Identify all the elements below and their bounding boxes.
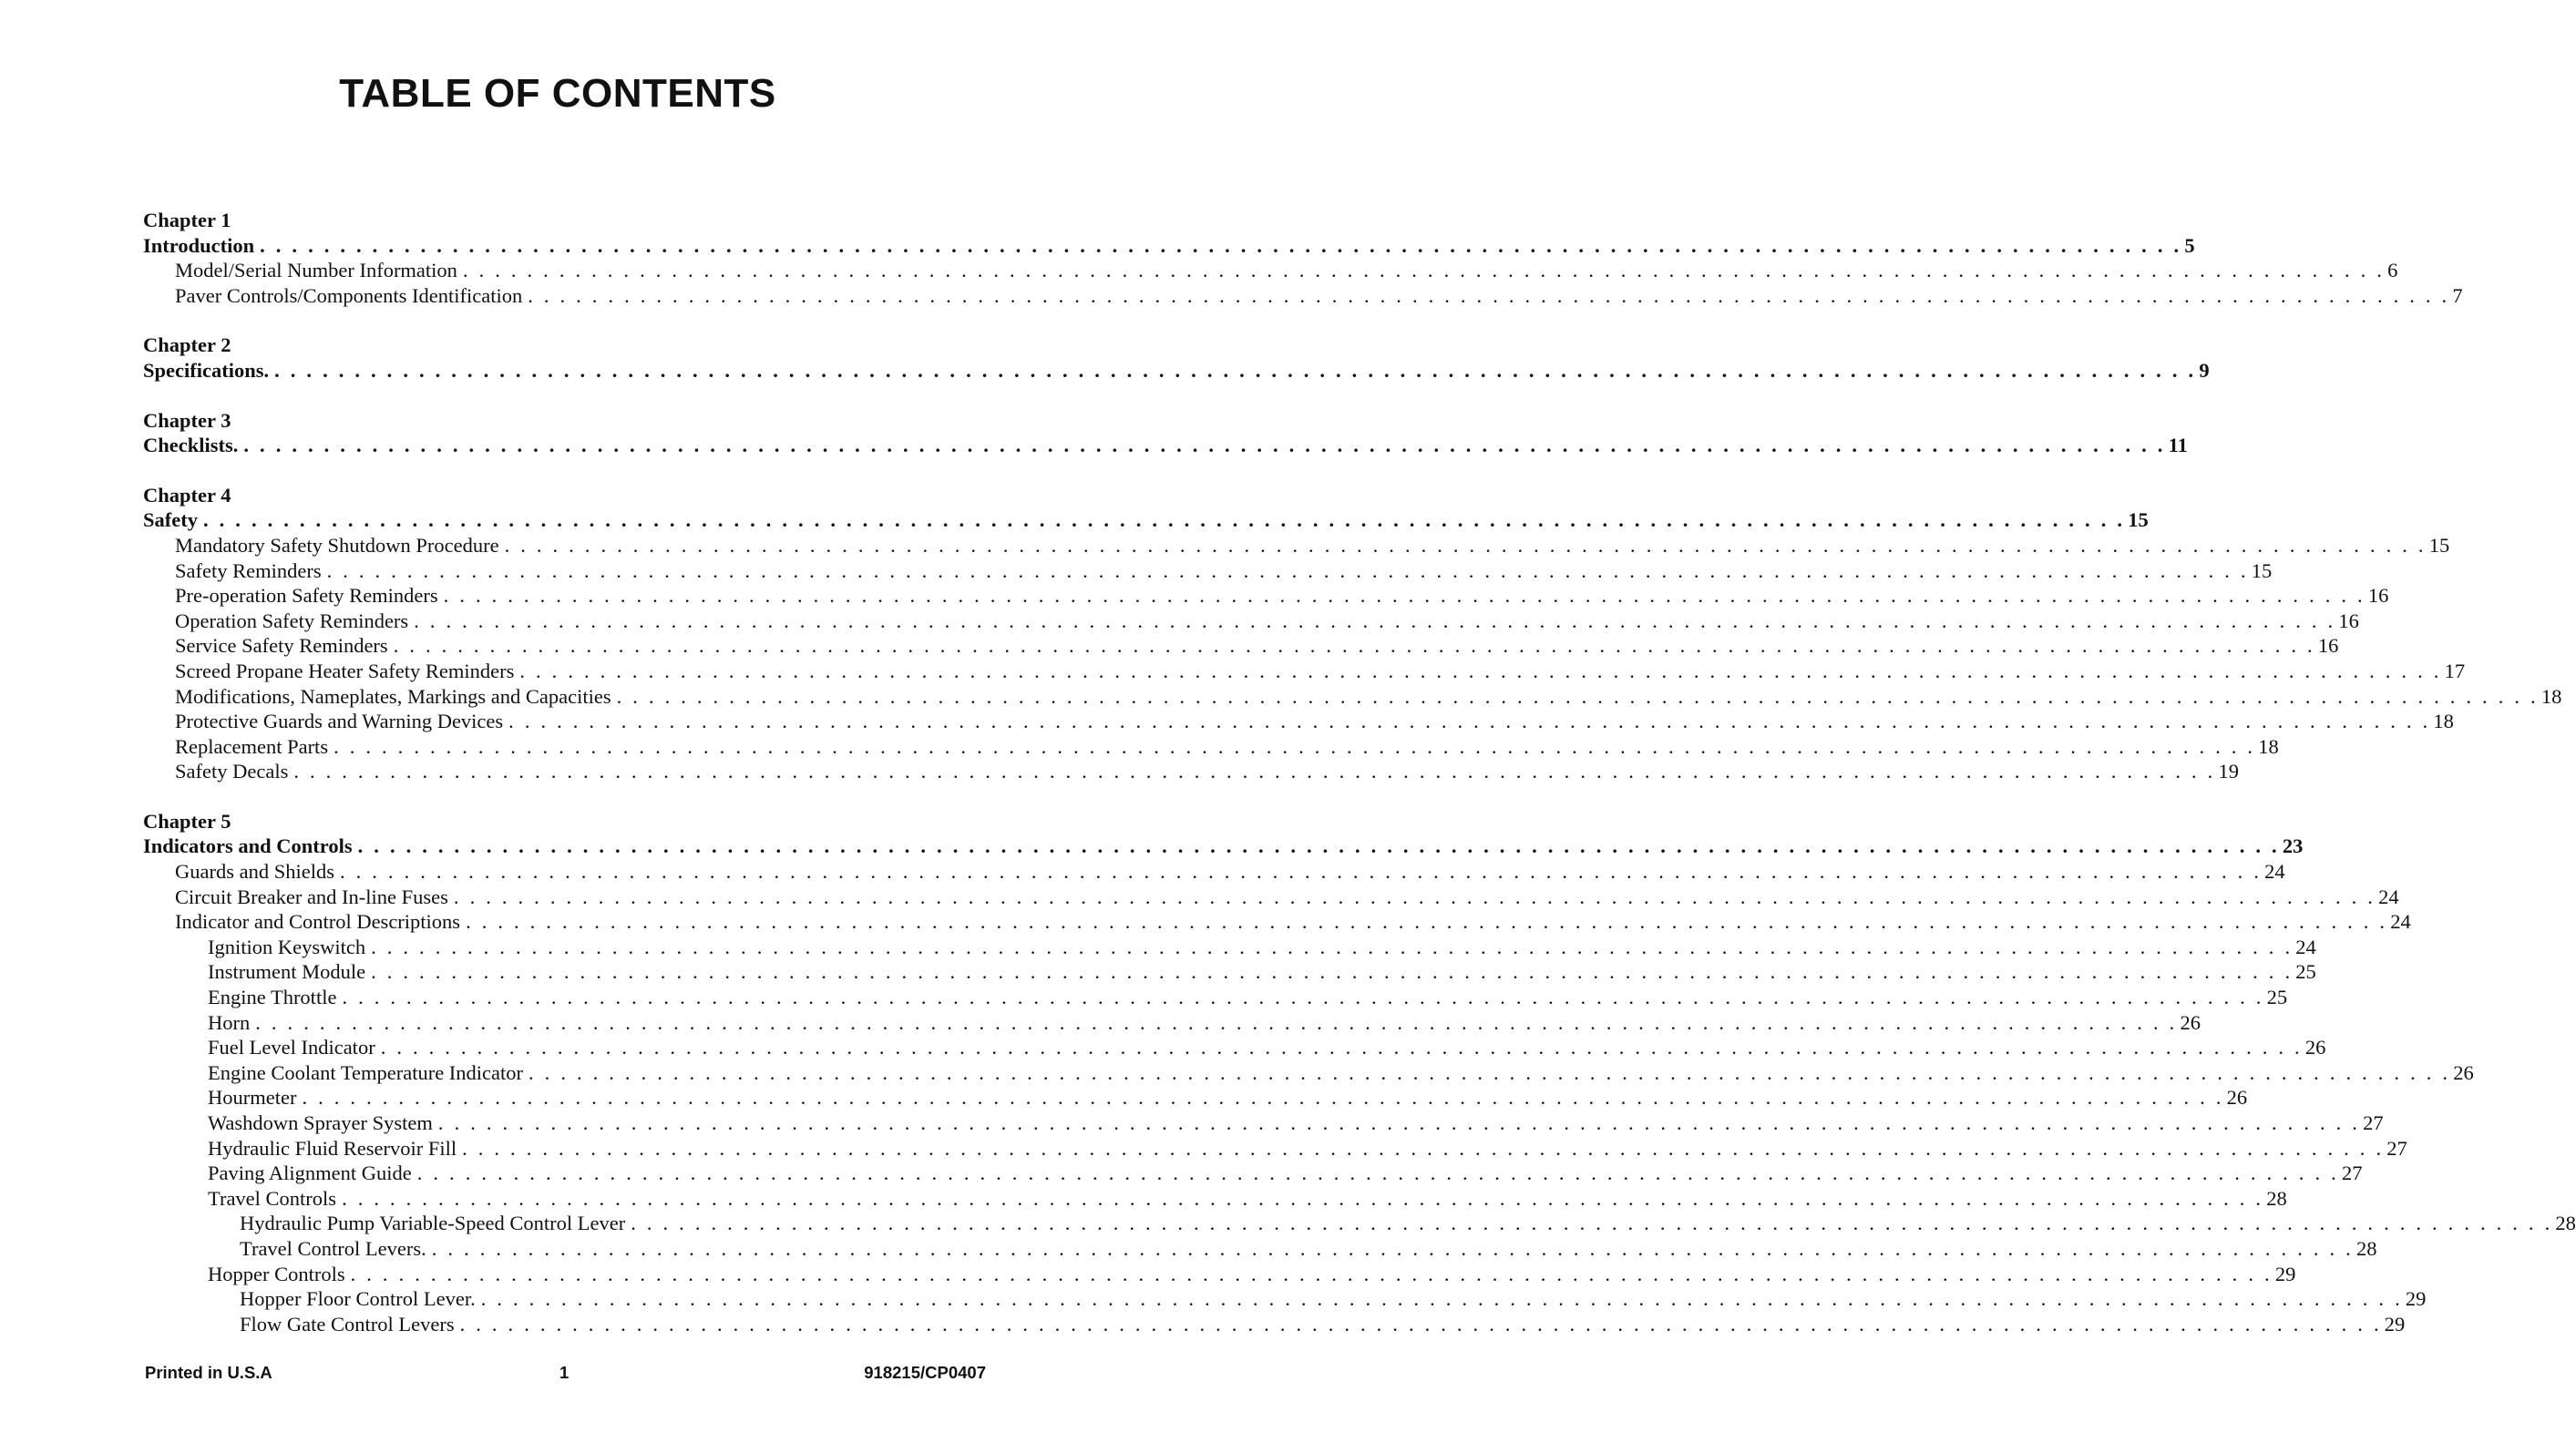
dot-leader: . . . . . . . . . . . . . . . . . . . . . . . . . . . . . . . . . . . . . . . . . . . . . . . . . . . . . . . . . . . . . . . . . . . . . . . . . . . . . . . . . . . . . . . . . . . . . . . . . . . . . . . . . . . . . . . . . . . . . . . . — [416, 1162, 2339, 1185]
toc-page-number: 16 — [2367, 584, 2389, 608]
toc-entry-title: Operation Safety Reminders — [175, 609, 409, 632]
toc-entry-title: Safety Decals — [175, 760, 289, 783]
toc-entry[interactable] — [143, 909, 2411, 935]
toc-entry[interactable] — [143, 1110, 2384, 1136]
toc-page-number: 24 — [2264, 860, 2285, 884]
toc-page-number: 16 — [2317, 634, 2339, 658]
toc-entry-title: Travel Controls — [208, 1186, 337, 1210]
toc-entry-title: Replacement Parts — [175, 734, 329, 758]
toc-chapter-entry[interactable] — [143, 433, 2188, 458]
chapter-block — [143, 483, 2562, 784]
toc-chapter-entry[interactable] — [143, 507, 2149, 533]
toc-entry-title: Hopper Floor Control Lever. — [240, 1287, 476, 1311]
toc-page-number: 7 — [2452, 283, 2463, 307]
toc-entry[interactable] — [143, 759, 2240, 784]
toc-page-number: 6 — [2387, 259, 2398, 282]
toc-chapter-entry[interactable] — [143, 233, 2195, 259]
dot-leader: . . . . . . . . . . . . . . . . . . . . . . . . . . . . . . . . . . . . . . . . . . . . . . . . . . . . . . . . . . . . . . . . . . . . . . . . . . . . . . . . . . . . . . . . . . . . . . . . . . . . . . . . . . . . . . . . . . . . . . . . — [350, 1262, 2273, 1285]
toc-page-number: 26 — [2180, 1010, 2201, 1034]
toc-entry-title: Guards and Shields — [175, 860, 334, 884]
toc-entry-title: Pre-operation Safety Reminders — [175, 584, 438, 608]
toc-chapter-entry[interactable] — [143, 834, 2304, 859]
toc-entry-title: Safety — [143, 508, 198, 532]
dot-leader: . . . . . . . . . . . . . . . . . . . . . . . . . . . . . . . . . . . . . . . . . . . . . . . . . . . . . . . . . . . . . . . . . . . . . . . . . . . . . . . . . . . . . . . . . . . . . . . . . . . . . . . . . . . . . . . . . . . . . . . . — [431, 1236, 2354, 1260]
dot-leader: . . . . . . . . . . . . . . . . . . . . . . . . . . . . . . . . . . . . . . . . . . . . . . . . . . . . . . . . . . . . . . . . . . . . . . . . . . . . . . . . . . . . . . . . . . . . . . . . . . . . . . . . . . . . . . . . . . . . . . . . — [453, 885, 2376, 908]
toc-entry-title: Modifications, Nameplates, Markings and Capacities — [175, 684, 611, 708]
toc-entry[interactable] — [143, 985, 2288, 1010]
dot-leader: . . . . . . . . . . . . . . . . . . . . . . . . . . . . . . . . . . . . . . . . . . . . . . . . . . . . . . . . . . . . . . . . . . . . . . . . . . . . . . . . . . . . . . . . . . . . . . . . . . . . . . . . . . . . . . . . . . . . . . . . — [260, 233, 2182, 257]
toc-entry-title: Indicator and Control Descriptions — [175, 910, 461, 934]
toc-entry-title: Fuel Level Indicator — [208, 1036, 375, 1059]
toc-page-number: 29 — [2405, 1287, 2427, 1311]
toc-page-number: 15 — [2428, 533, 2450, 557]
dot-leader: . . . . . . . . . . . . . . . . . . . . . . . . . . . . . . . . . . . . . . . . . . . . . . . . . . . . . . . . . . . . . . . . . . . . . . . . . . . . . . . . . . . . . . . . . . . . . . . . . . . . . . . . . . . . . . . . . . . . . . . . — [414, 609, 2336, 632]
dot-leader: . . . . . . . . . . . . . . . . . . . . . . . . . . . . . . . . . . . . . . . . . . . . . . . . . . . . . . . . . . . . . . . . . . . . . . . . . . . . . . . . . . . . . . . . . . . . . . . . . . . . . . . . . . . . . . . . . . . . . . . . — [357, 834, 2280, 858]
toc-entry[interactable] — [143, 1312, 2406, 1337]
toc-page-number: 16 — [2338, 609, 2359, 632]
toc-page-number: 26 — [2304, 1036, 2326, 1059]
toc-entry[interactable] — [143, 609, 2359, 634]
dot-leader: . . . . . . . . . . . . . . . . . . . . . . . . . . . . . . . . . . . . . . . . . . . . . . . . . . . . . . . . . . . . . . . . . . . . . . . . . . . . . . . . . . . . . . . . . . . . . . . . . . . . . . . . . . . . . . . . . . . . . . . . — [519, 659, 2442, 682]
footer-document-code: 918215/CP0407 — [864, 1363, 986, 1382]
dot-leader: . . . . . . . . . . . . . . . . . . . . . . . . . . . . . . . . . . . . . . . . . . . . . . . . . . . . . . . . . . . . . . . . . . . . . . . . . . . . . . . . . . . . . . . . . . . . . . . . . . . . . . . . . . . . . . . . . . . . . . . . — [529, 1060, 2451, 1084]
toc-entry-title: Indicators and Controls — [143, 834, 353, 858]
toc-page-number: 18 — [2433, 710, 2454, 733]
chapter-block — [143, 408, 2188, 458]
dot-leader: . . . . . . . . . . . . . . . . . . . . . . . . . . . . . . . . . . . . . . . . . . . . . . . . . . . . . . . . . . . . . . . . . . . . . . . . . . . . . . . . . . . . . . . . . . . . . . . . . . . . . . . . . . . . . . . . . . . . . . . . — [480, 1287, 2403, 1311]
toc-entry-title: Flow Gate Control Levers — [240, 1312, 455, 1336]
toc-entry-title: Hydraulic Fluid Reservoir Fill — [208, 1136, 457, 1160]
toc-entry[interactable] — [143, 633, 2339, 659]
toc-entry[interactable] — [143, 1136, 2407, 1162]
toc-page-number: 9 — [2199, 358, 2210, 382]
dot-leader: . . . . . . . . . . . . . . . . . . . . . . . . . . . . . . . . . . . . . . . . . . . . . . . . . . . . . . . . . . . . . . . . . . . . . . . . . . . . . . . . . . . . . . . . . . . . . . . . . . . . . . . . . . . . . . . . . . . . . . . . — [255, 1010, 2178, 1034]
toc-page-number: 27 — [2341, 1162, 2363, 1185]
toc-entry-title: Screed Propane Heater Safety Reminders — [175, 659, 515, 682]
dot-leader: . . . . . . . . . . . . . . . . . . . . . . . . . . . . . . . . . . . . . . . . . . . . . . . . . . . . . . . . . . . . . . . . . . . . . . . . . . . . . . . . . . . . . . . . . . . . . . . . . . . . . . . . . . . . . . . . . . . . . . . . — [504, 533, 2427, 557]
toc-entry-title: Hourmeter — [208, 1086, 297, 1110]
toc-entry-title: Ignition Keyswitch — [208, 935, 366, 958]
toc-chapter-entry[interactable] — [143, 358, 2210, 384]
toc-entry-title: Travel Control Levers. — [240, 1236, 426, 1260]
toc-page-number: 24 — [2390, 910, 2411, 934]
toc-entry-title: Horn — [208, 1010, 251, 1034]
toc-page-number: 15 — [2128, 508, 2149, 532]
dot-leader: . . . . . . . . . . . . . . . . . . . . . . . . . . . . . . . . . . . . . . . . . . . . . . . . . . . . . . . . . . . . . . . . . . . . . . . . . . . . . . . . . . . . . . . . . . . . . . . . . . . . . . . . . . . . . . . . . . . . . . . . — [462, 259, 2386, 282]
toc-entry[interactable] — [143, 859, 2285, 885]
toc-entry[interactable] — [143, 1211, 2576, 1236]
toc-entry[interactable] — [143, 1286, 2427, 1312]
toc-entry[interactable] — [143, 1186, 2287, 1212]
chapter-label: Chapter 5 — [143, 809, 231, 833]
toc-entry-title: Paving Alignment Guide — [208, 1162, 412, 1185]
toc-entry[interactable] — [143, 1035, 2326, 1060]
toc-page-number: 28 — [2266, 1186, 2287, 1210]
toc-page-number: 19 — [2218, 760, 2240, 783]
toc-entry[interactable] — [143, 1085, 2248, 1110]
chapter-label: Chapter 4 — [143, 483, 231, 507]
toc-page-number: 27 — [2386, 1136, 2407, 1160]
toc-entry[interactable] — [143, 885, 2399, 910]
toc-page-number: 26 — [2453, 1060, 2474, 1084]
toc-page-number: 18 — [2540, 684, 2562, 708]
dot-leader: . . . . . . . . . . . . . . . . . . . . . . . . . . . . . . . . . . . . . . . . . . . . . . . . . . . . . . . . . . . . . . . . . . . . . . . . . . . . . . . . . . . . . . . . . . . . . . . . . . . . . . . . . . . . . . . . . . . . . . . . — [380, 1036, 2303, 1059]
dot-leader: . . . . . . . . . . . . . . . . . . . . . . . . . . . . . . . . . . . . . . . . . . . . . . . . . . . . . . . . . . . . . . . . . . . . . . . . . . . . . . . . . . . . . . . . . . . . . . . . . . . . . . . . . . . . . . . . . . . . . . . . — [459, 1312, 2382, 1336]
toc-entry-title: Service Safety Reminders — [175, 634, 388, 658]
chapter-label: Chapter 3 — [143, 408, 231, 432]
toc-entry-title: Hydraulic Pump Variable-Speed Control Lever — [240, 1212, 626, 1235]
dot-leader: . . . . . . . . . . . . . . . . . . . . . . . . . . . . . . . . . . . . . . . . . . . . . . . . . . . . . . . . . . . . . . . . . . . . . . . . . . . . . . . . . . . . . . . . . . . . . . . . . . . . . . . . . . . . . . . . . . . . . . . . — [243, 434, 2166, 457]
toc-entry[interactable] — [143, 1262, 2296, 1287]
toc-entry[interactable] — [143, 659, 2466, 684]
toc-page-number: 29 — [2274, 1262, 2296, 1285]
toc-page-number: 27 — [2363, 1111, 2384, 1134]
toc-entry[interactable] — [143, 558, 2273, 584]
toc-page-number: 11 — [2168, 434, 2188, 457]
dot-leader: . . . . . . . . . . . . . . . . . . . . . . . . . . . . . . . . . . . . . . . . . . . . . . . . . . . . . . . . . . . . . . . . . . . . . . . . . . . . . . . . . . . . . . . . . . . . . . . . . . . . . . . . . . . . . . . . . . . . . . . . — [342, 1186, 2264, 1210]
chapter-block — [143, 333, 2210, 383]
toc-entry[interactable] — [143, 1010, 2201, 1036]
dot-leader: . . . . . . . . . . . . . . . . . . . . . . . . . . . . . . . . . . . . . . . . . . . . . . . . . . . . . . . . . . . . . . . . . . . . . . . . . . . . . . . . . . . . . . . . . . . . . . . . . . . . . . . . . . . . . . . . . . . . . . . . — [616, 684, 2539, 708]
toc-entry[interactable] — [143, 684, 2562, 710]
dot-leader: . . . . . . . . . . . . . . . . . . . . . . . . . . . . . . . . . . . . . . . . . . . . . . . . . . . . . . . . . . . . . . . . . . . . . . . . . . . . . . . . . . . . . . . . . . . . . . . . . . . . . . . . . . . . . . . . . . . . . . . . — [293, 760, 2216, 783]
toc-entry-title: Paver Controls/Components Identification — [175, 283, 523, 307]
toc-entry-title: Introduction — [143, 233, 255, 257]
footer-printed-in: Printed in U.S.A — [145, 1363, 272, 1382]
dot-leader: . . . . . . . . . . . . . . . . . . . . . . . . . . . . . . . . . . . . . . . . . . . . . . . . . . . . . . . . . . . . . . . . . . . . . . . . . . . . . . . . . . . . . . . . . . . . . . . . . . . . . . . . . . . . . . . . . . . . . . . . — [274, 358, 2197, 382]
dot-leader: . . . . . . . . . . . . . . . . . . . . . . . . . . . . . . . . . . . . . . . . . . . . . . . . . . . . . . . . . . . . . . . . . . . . . . . . . . . . . . . . . . . . . . . . . . . . . . . . . . . . . . . . . . . . . . . . . . . . . . . . — [508, 710, 2431, 733]
dot-leader: . . . . . . . . . . . . . . . . . . . . . . . . . . . . . . . . . . . . . . . . . . . . . . . . . . . . . . . . . . . . . . . . . . . . . . . . . . . . . . . . . . . . . . . . . . . . . . . . . . . . . . . . . . . . . . . . . . . . . . . . — [342, 986, 2264, 1009]
toc-entry-title: Instrument Module — [208, 960, 366, 984]
page-footer — [0, 1363, 1115, 1387]
dot-leader: . . . . . . . . . . . . . . . . . . . . . . . . . . . . . . . . . . . . . . . . . . . . . . . . . . . . . . . . . . . . . . . . . . . . . . . . . . . . . . . . . . . . . . . . . . . . . . . . . . . . . . . . . . . . . . . . . . . . . . . . — [371, 935, 2294, 958]
toc-page-number: 15 — [2251, 558, 2273, 582]
dot-leader: . . . . . . . . . . . . . . . . . . . . . . . . . . . . . . . . . . . . . . . . . . . . . . . . . . . . . . . . . . . . . . . . . . . . . . . . . . . . . . . . . . . . . . . . . . . . . . . . . . . . . . . . . . . . . . . . . . . . . . . . — [339, 860, 2263, 884]
toc-entry[interactable] — [143, 583, 2389, 609]
toc-entry-title: Mandatory Safety Shutdown Procedure — [175, 533, 499, 557]
toc-entry-title: Engine Coolant Temperature Indicator — [208, 1060, 524, 1084]
toc-entry-title: Engine Throttle — [208, 986, 337, 1009]
dot-leader: . . . . . . . . . . . . . . . . . . . . . . . . . . . . . . . . . . . . . . . . . . . . . . . . . . . . . . . . . . . . . . . . . . . . . . . . . . . . . . . . . . . . . . . . . . . . . . . . . . . . . . . . . . . . . . . . . . . . . . . . — [326, 558, 2249, 582]
toc-entry[interactable] — [143, 1161, 2363, 1186]
toc-entry[interactable] — [143, 283, 2463, 309]
page-title: TABLE OF CONTENTS — [339, 71, 776, 116]
footer-page-number: 1 — [559, 1363, 570, 1382]
table-of-contents — [143, 208, 2576, 1361]
dot-leader: . . . . . . . . . . . . . . . . . . . . . . . . . . . . . . . . . . . . . . . . . . . . . . . . . . . . . . . . . . . . . . . . . . . . . . . . . . . . . . . . . . . . . . . . . . . . . . . . . . . . . . . . . . . . . . . . . . . . . . . . — [631, 1212, 2553, 1235]
toc-entry[interactable] — [143, 959, 2316, 985]
toc-page-number: 5 — [2184, 233, 2195, 257]
toc-entry[interactable] — [143, 709, 2454, 734]
toc-entry[interactable] — [143, 1060, 2474, 1086]
toc-entry-title: Checklists. — [143, 434, 239, 457]
toc-entry-title: Hopper Controls — [208, 1262, 345, 1285]
dot-leader: . . . . . . . . . . . . . . . . . . . . . . . . . . . . . . . . . . . . . . . . . . . . . . . . . . . . . . . . . . . . . . . . . . . . . . . . . . . . . . . . . . . . . . . . . . . . . . . . . . . . . . . . . . . . . . . . . . . . . . . . — [443, 584, 2366, 608]
toc-page-number: 24 — [2295, 935, 2316, 958]
toc-entry[interactable] — [143, 533, 2450, 558]
dot-leader: . . . . . . . . . . . . . . . . . . . . . . . . . . . . . . . . . . . . . . . . . . . . . . . . . . . . . . . . . . . . . . . . . . . . . . . . . . . . . . . . . . . . . . . . . . . . . . . . . . . . . . . . . . . . . . . . . . . . . . . . — [371, 960, 2294, 984]
toc-page-number: 29 — [2384, 1312, 2406, 1336]
toc-page-number: 23 — [2282, 834, 2304, 858]
dot-leader: . . . . . . . . . . . . . . . . . . . . . . . . . . . . . . . . . . . . . . . . . . . . . . . . . . . . . . . . . . . . . . . . . . . . . . . . . . . . . . . . . . . . . . . . . . . . . . . . . . . . . . . . . . . . . . . . . . . . . . . . — [528, 283, 2450, 307]
toc-page-number: 24 — [2378, 885, 2399, 908]
toc-page-number: 28 — [2555, 1212, 2576, 1235]
toc-page-number: 25 — [2295, 960, 2316, 984]
toc-entry-title: Model/Serial Number Information — [175, 259, 457, 282]
toc-entry[interactable] — [143, 734, 2279, 760]
toc-entry-title: Safety Reminders — [175, 558, 322, 582]
dot-leader: . . . . . . . . . . . . . . . . . . . . . . . . . . . . . . . . . . . . . . . . . . . . . . . . . . . . . . . . . . . . . . . . . . . . . . . . . . . . . . . . . . . . . . . . . . . . . . . . . . . . . . . . . . . . . . . . . . . . . . . . — [302, 1086, 2224, 1110]
toc-entry[interactable] — [143, 935, 2316, 960]
chapter-block — [143, 208, 2463, 308]
chapter-label: Chapter 1 — [143, 209, 231, 231]
chapter-block — [143, 809, 2576, 1336]
dot-leader: . . . . . . . . . . . . . . . . . . . . . . . . . . . . . . . . . . . . . . . . . . . . . . . . . . . . . . . . . . . . . . . . . . . . . . . . . . . . . . . . . . . . . . . . . . . . . . . . . . . . . . . . . . . . . . . . . . . . . . . . — [466, 910, 2388, 934]
toc-page-number: 18 — [2258, 734, 2279, 758]
chapter-label: Chapter 2 — [143, 333, 231, 357]
toc-page-number: 25 — [2266, 986, 2288, 1009]
toc-entry-title: Circuit Breaker and In-line Fuses — [175, 885, 448, 908]
toc-page-number: 28 — [2355, 1236, 2377, 1260]
toc-entry[interactable] — [143, 258, 2398, 283]
toc-entry-title: Protective Guards and Warning Devices — [175, 710, 504, 733]
dot-leader: . . . . . . . . . . . . . . . . . . . . . . . . . . . . . . . . . . . . . . . . . . . . . . . . . . . . . . . . . . . . . . . . . . . . . . . . . . . . . . . . . . . . . . . . . . . . . . . . . . . . . . . . . . . . . . . . . . . . . . . . — [437, 1111, 2361, 1134]
dot-leader: . . . . . . . . . . . . . . . . . . . . . . . . . . . . . . . . . . . . . . . . . . . . . . . . . . . . . . . . . . . . . . . . . . . . . . . . . . . . . . . . . . . . . . . . . . . . . . . . . . . . . . . . . . . . . . . . . . . . . . . . — [334, 734, 2256, 758]
dot-leader: . . . . . . . . . . . . . . . . . . . . . . . . . . . . . . . . . . . . . . . . . . . . . . . . . . . . . . . . . . . . . . . . . . . . . . . . . . . . . . . . . . . . . . . . . . . . . . . . . . . . . . . . . . . . . . . . . . . . . . . . — [393, 634, 2315, 658]
toc-page-number: 26 — [2226, 1086, 2248, 1110]
dot-leader: . . . . . . . . . . . . . . . . . . . . . . . . . . . . . . . . . . . . . . . . . . . . . . . . . . . . . . . . . . . . . . . . . . . . . . . . . . . . . . . . . . . . . . . . . . . . . . . . . . . . . . . . . . . . . . . . . . . . . . . . — [203, 508, 2126, 532]
toc-entry[interactable] — [143, 1236, 2377, 1262]
toc-entry-title: Specifications. — [143, 358, 270, 382]
toc-page-number: 17 — [2444, 659, 2466, 682]
dot-leader: . . . . . . . . . . . . . . . . . . . . . . . . . . . . . . . . . . . . . . . . . . . . . . . . . . . . . . . . . . . . . . . . . . . . . . . . . . . . . . . . . . . . . . . . . . . . . . . . . . . . . . . . . . . . . . . . . . . . . . . . — [462, 1136, 2385, 1160]
toc-entry-title: Washdown Sprayer System — [208, 1111, 433, 1134]
